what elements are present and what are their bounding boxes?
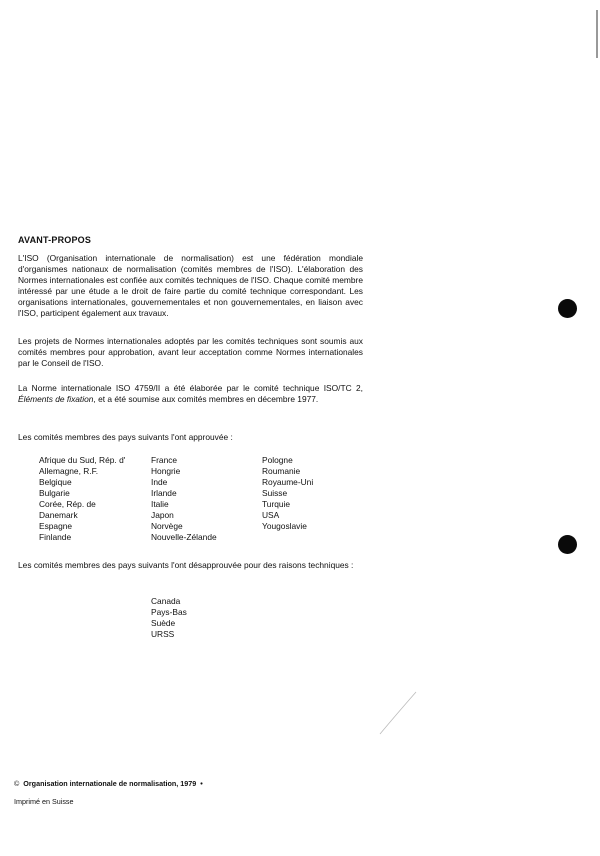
foreword-paragraph-1: L'ISO (Organisation internationale de normalisation) est une fédération mondiale d'organismes nationaux de normalisation (comités membres de l'ISO). L'élaboration des Normes internationales est confiée aux comités techniques de l'ISO. Chaque comité membre intéressé par une étude a le droit de faire partie du comité technique correspondant. Les organisations internationales, gouvernementales et non gouvernementales, en liaison avec l'ISO, participent également aux travaux. xyxy=(18,253,363,318)
foreword-paragraph-2: Les projets de Normes internationales adoptés par les comités techniques sont soumis aux comités membres pour approbation, avant leur acceptation comme Normes internationales par le Conseil de l'ISO. xyxy=(18,336,363,368)
country-item: Yougoslavie xyxy=(262,521,307,531)
country-item: Nouvelle-Zélande xyxy=(151,532,217,542)
copyright-text: Organisation internationale de normalisation, 1979 xyxy=(23,779,197,788)
country-item: Turquie xyxy=(262,499,291,509)
approved-intro: Les comités membres des pays suivants l'ont approuvée : xyxy=(18,432,233,442)
country-item: Espagne xyxy=(39,521,73,531)
foreword-paragraph-3 xyxy=(18,383,363,405)
country-item: Inde xyxy=(151,477,168,487)
scan-stroke-mark xyxy=(378,690,418,736)
country-item: Finlande xyxy=(39,532,72,542)
country-item: URSS xyxy=(151,629,175,639)
country-item: Belgique xyxy=(39,477,72,487)
country-item: Royaume-Uni xyxy=(262,477,314,487)
country-item: Japon xyxy=(151,510,174,520)
country-item: Pays-Bas xyxy=(151,607,187,617)
country-item: Pologne xyxy=(262,455,293,465)
country-item: USA xyxy=(262,510,280,520)
country-item: France xyxy=(151,455,178,465)
country-item: Suisse xyxy=(262,488,288,498)
disapproved-intro: Les comités membres des pays suivants l'ont désapprouvée pour des raisons techniques : xyxy=(18,560,354,570)
country-item: Norvège xyxy=(151,521,183,531)
footer-bullet: • xyxy=(200,779,203,788)
country-item: Irlande xyxy=(151,488,177,498)
approved-column-1 xyxy=(39,455,125,543)
country-item: Suède xyxy=(151,618,176,628)
scan-edge-mark xyxy=(596,10,598,58)
paragraph-3-text-before: La Norme internationale ISO 4759/II a été élaborée par le comité technique ISO/TC 2, xyxy=(18,383,363,393)
country-item: Bulgarie xyxy=(39,488,70,498)
page-title: AVANT-PROPOS xyxy=(18,235,92,245)
copyright-symbol: © xyxy=(14,779,20,788)
punch-hole-top xyxy=(558,299,577,318)
country-item: Italie xyxy=(151,499,169,509)
country-item: Afrique du Sud, Rép. d' xyxy=(39,455,126,465)
approved-column-3 xyxy=(262,455,313,532)
printed-in: Imprimé en Suisse xyxy=(14,797,74,806)
committee-name: Éléments de fixation xyxy=(18,394,94,404)
country-item: Corée, Rép. de xyxy=(39,499,96,509)
country-item: Hongrie xyxy=(151,466,181,476)
country-item: Danemark xyxy=(39,510,78,520)
country-item: Roumanie xyxy=(262,466,301,476)
punch-hole-bottom xyxy=(558,535,577,554)
country-item: Canada xyxy=(151,596,181,606)
copyright-line xyxy=(14,779,203,788)
approved-column-2 xyxy=(151,455,217,543)
country-item: Allemagne, R.F. xyxy=(39,466,99,476)
paragraph-3-text-after: , et a été soumise aux comités membres en décembre 1977. xyxy=(93,394,319,404)
disapproved-list xyxy=(151,596,187,640)
